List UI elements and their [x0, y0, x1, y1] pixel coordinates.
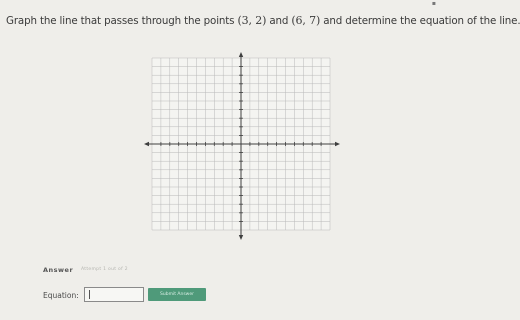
x-axis-arrow-left [144, 142, 149, 146]
answer-label: Answer [43, 266, 74, 274]
question-text-after: and determine the equation of the line. [323, 15, 520, 27]
equation-label: Equation: [43, 291, 79, 300]
attempt-hint: Attempt 1 out of 2 [81, 267, 128, 272]
point-1: (3, 2) [237, 14, 267, 27]
graphing-area[interactable] [140, 50, 345, 240]
question-text-before: Graph the line that passes through the points [6, 15, 235, 27]
equation-input[interactable] [84, 287, 144, 302]
point-2: (6, 7) [291, 14, 321, 27]
y-axis-arrow-down [239, 235, 243, 240]
question-text-and: and [269, 15, 289, 27]
y-axis-arrow-up [239, 52, 243, 57]
submit-answer-button[interactable]: Submit Answer [148, 288, 206, 301]
corner-mark: ▪ [431, 0, 436, 7]
text-cursor [89, 290, 90, 299]
x-axis-arrow-right [335, 142, 340, 146]
question-text [6, 14, 520, 28]
